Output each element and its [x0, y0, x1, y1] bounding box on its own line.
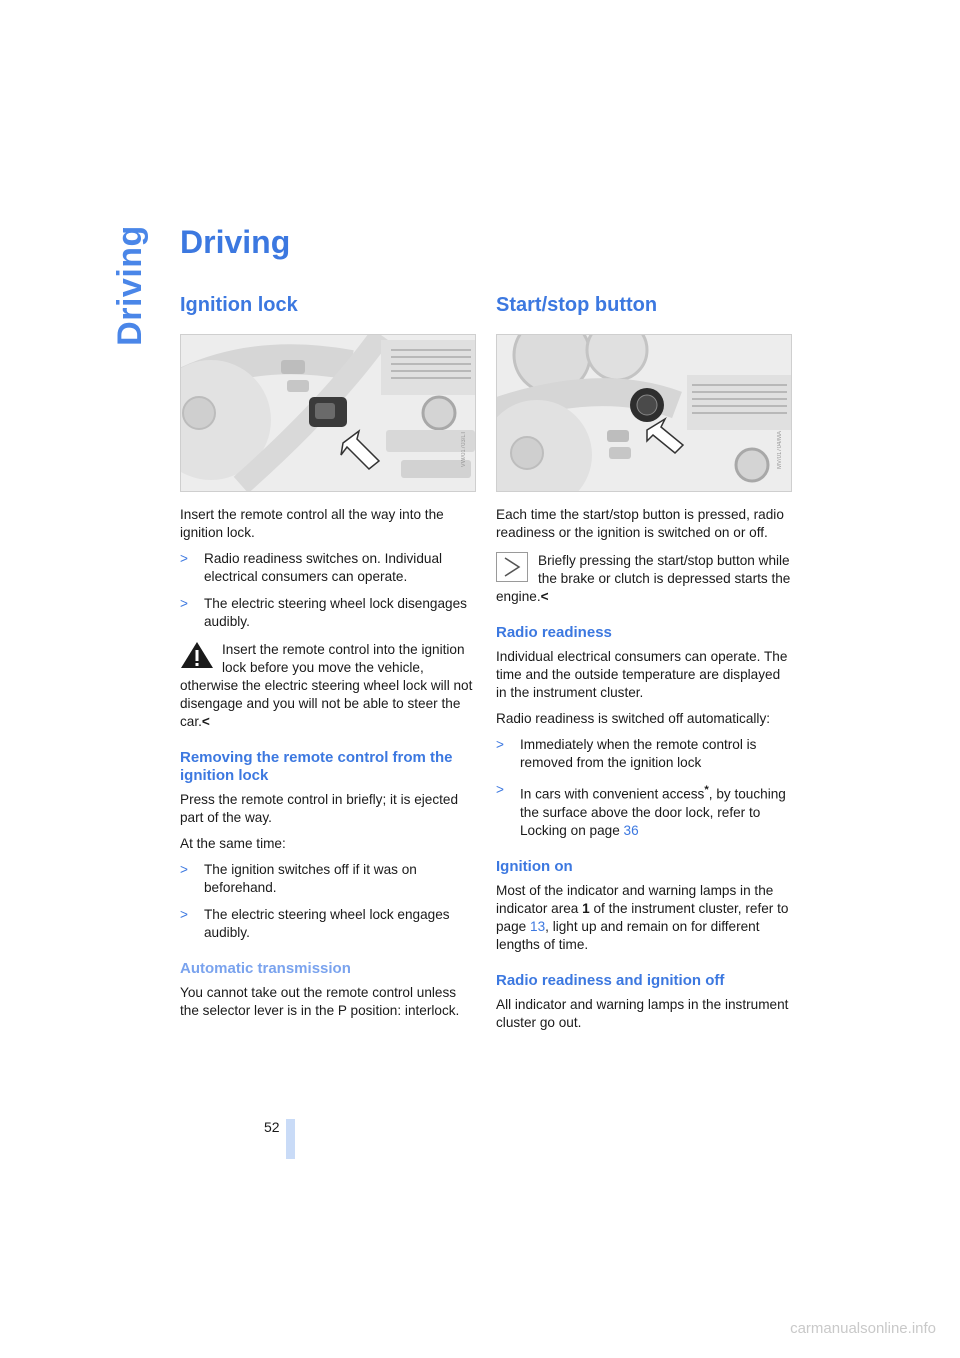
info-note: [496, 552, 792, 606]
ignition-on-text-part: , light up and remain on for different lengths of time.: [496, 918, 760, 952]
ignition-lock-figure: [180, 334, 476, 492]
figure-code: VW/01703/LT: [461, 431, 467, 468]
page-number: 52: [264, 1119, 280, 1135]
automatic-transmission-text: You cannot take out the remote control unless the selector lever is in the P position: interlock.: [180, 985, 460, 1018]
radio-readiness-p2: Radio readiness is switched off automatically:: [496, 711, 771, 726]
radio-readiness-p1: Individual electrical consumers can operate. The time and the outside temperature are displayed in the instrument cluster.: [496, 649, 788, 700]
page-13-link[interactable]: 13: [530, 918, 546, 934]
list-item: [496, 736, 792, 772]
removing-remote-p2: At the same time:: [180, 836, 286, 851]
bullet-text: [520, 781, 792, 840]
bullet-marker: >: [180, 862, 188, 877]
ignition-lock-illustration: [181, 335, 475, 491]
bullet-text: The ignition switches off if it was on beforehand.: [204, 862, 417, 895]
list-item: [180, 906, 476, 942]
removing-remote-heading: Removing the remote control from the ignition lock: [180, 749, 453, 784]
start-stop-heading: Start/stop button: [496, 294, 658, 316]
left-column: [180, 292, 476, 1028]
side-chapter-tab: [104, 224, 156, 346]
list-item: [180, 861, 476, 897]
bullet-marker: >: [180, 907, 188, 922]
ignition-lock-heading: Ignition lock: [180, 294, 298, 316]
bullet-marker: >: [496, 782, 504, 797]
radio-readiness-heading: Radio readiness: [496, 624, 612, 641]
start-stop-intro: Each time the start/stop button is pressed, radio readiness or the ignition is switched on or off.: [496, 507, 784, 540]
ignition-on-text: [496, 882, 792, 954]
ignition-on-text-part: of the instrument cluster, refer to page: [496, 900, 789, 934]
bullet-text: Immediately when the remote control is removed from the ignition lock: [520, 737, 757, 770]
bullet-marker: >: [496, 737, 504, 752]
bullet-marker: >: [180, 596, 188, 611]
list-item: [180, 595, 476, 631]
radio-readiness-ignition-off-text: All indicator and warning lamps in the instrument cluster go out.: [496, 996, 789, 1030]
warning-text: Insert the remote control into the ignition lock before you move the vehicle, otherwise the electric steering wheel lock will not disengage and you will not be able to steer the car.: [180, 642, 473, 729]
optional-equipment-star: *: [704, 784, 709, 796]
bullet-marker: >: [180, 551, 188, 566]
bullet-text: The electric steering wheel lock disengages audibly.: [204, 596, 467, 629]
start-stop-figure: [496, 334, 792, 492]
figure-code: MV/01704/MA: [777, 431, 783, 470]
ignition-on-heading: Ignition on: [496, 857, 573, 875]
side-chapter-label: Driving: [110, 224, 149, 346]
ignition-intro: Insert the remote control all the way into the ignition lock.: [180, 507, 444, 540]
automatic-transmission-heading: Automatic transmission: [180, 960, 351, 977]
note-text: Briefly pressing the start/stop button while the brake or clutch is depressed starts the engine.: [496, 553, 791, 604]
page-number-bar: [286, 1119, 295, 1159]
start-stop-illustration: [497, 335, 791, 491]
list-item: [496, 781, 792, 840]
page-title: Driving: [180, 224, 291, 260]
watermark: carmanualsonline.info: [790, 1320, 936, 1337]
bullet-text: Radio readiness switches on. Individual electrical consumers can operate.: [204, 551, 443, 584]
bullet-text-part: , by touching the surface above the door lock, refer to Locking on page: [520, 786, 786, 838]
warning-note: [180, 641, 476, 731]
bullet-text: The electric steering wheel lock engages audibly.: [204, 907, 450, 940]
bullet-text-part: In cars with convenient access: [520, 786, 705, 802]
warning-triangle-icon: [180, 641, 214, 669]
right-column: [496, 292, 792, 1040]
indicator-area-number: 1: [582, 900, 590, 916]
radio-readiness-ignition-off-heading: Radio readiness and ignition off: [496, 971, 725, 989]
ignition-on-text-part: Most of the indicator and warning lamps in the indicator area: [496, 882, 774, 916]
end-mark: <: [201, 714, 210, 729]
note-arrow-icon: [496, 552, 528, 582]
page-36-link[interactable]: 36: [623, 822, 639, 838]
end-mark: <: [540, 589, 549, 604]
removing-remote-p1: Press the remote control in briefly; it is ejected part of the way.: [180, 792, 459, 825]
list-item: [180, 550, 476, 586]
